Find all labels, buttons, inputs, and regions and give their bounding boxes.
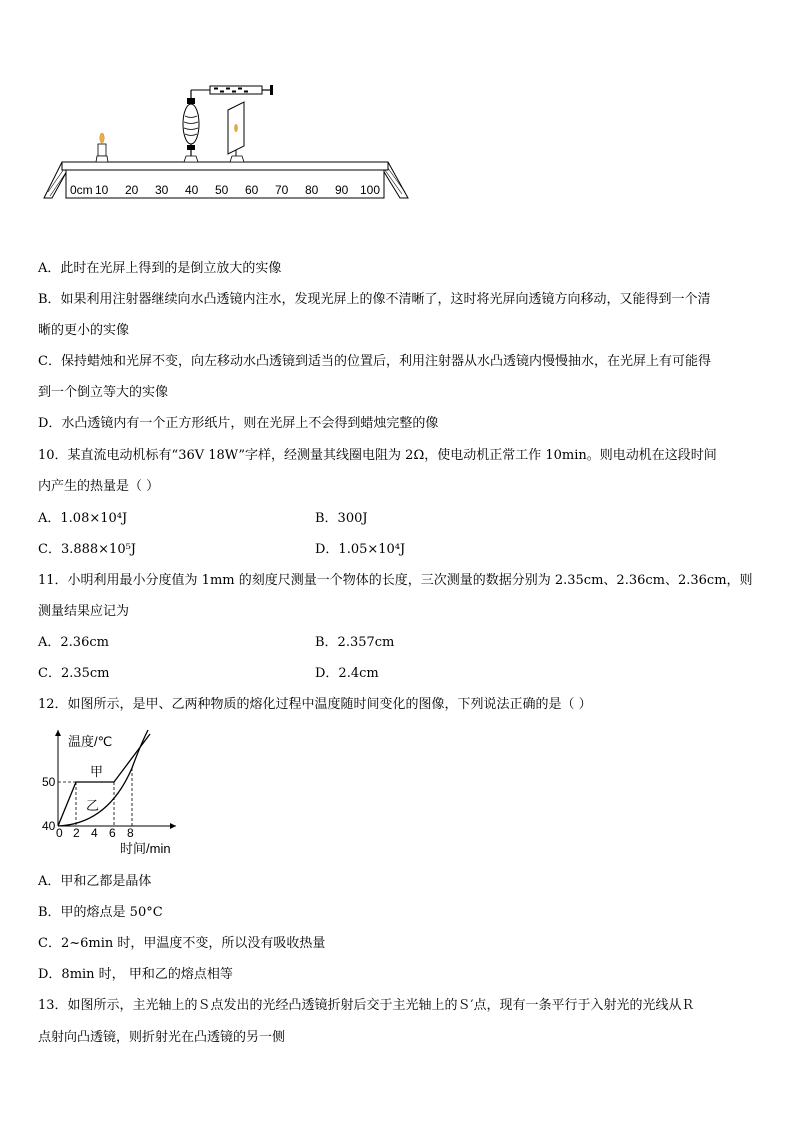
q11-stem-cont: 测量结果应记为 [38, 604, 130, 619]
water-lens-icon [183, 90, 210, 162]
optical-bench-figure [40, 80, 410, 205]
scale-label: 60 [245, 183, 259, 197]
scale-label: 50 [215, 183, 229, 197]
scale-label: 80 [305, 183, 319, 197]
light-screen-icon [228, 102, 244, 162]
q10-option-b: B．300J [315, 511, 368, 526]
q12-option-c: C．2~6min 时，甲温度不变，所以没有吸收热量 [38, 936, 326, 951]
q11-option-d: D．2.4cm [315, 666, 379, 681]
q10-option-a: A．1.08×10⁴J [38, 511, 128, 526]
q12-option-a: A．甲和乙都是晶体 [38, 874, 152, 889]
q9-option-a: A．此时在光屏上得到的是倒立放大的实像 [38, 261, 282, 276]
x-tick-6: 6 [109, 826, 116, 840]
scale-label: 70 [275, 183, 289, 197]
label-jia: 甲 [90, 764, 104, 779]
q9-option-d: D．水凸透镜内有一个正方形纸片，则在光屏上不会得到蜡烛完整的像 [38, 416, 439, 431]
scale-label: 100 [360, 183, 381, 197]
melting-graph [38, 724, 188, 858]
candle-icon [96, 133, 108, 162]
scale-label: 20 [125, 183, 139, 197]
q11-stem: 11．小明利用最小分度值为 1mm 的刻度尺测量一个物体的长度，三次测量的数据分别为 2.35cm、2.36cm、2.36cm，则 [38, 573, 753, 588]
scale-label: 0cm [70, 183, 93, 197]
q9-option-c-cont: 到一个倒立等大的实像 [38, 385, 169, 400]
x-tick-0: 0 [56, 826, 63, 840]
scale-label: 10 [95, 183, 109, 197]
q9-option-b: B．如果利用注射器继续向水凸透镜内注水，发现光屏上的像不清晰了，这时将光屏向透镜方向移动，又能得到一个清 [38, 292, 711, 307]
q10-stem-cont: 内产生的热量是（ ） [38, 479, 160, 494]
q12-option-b: B．甲的熔点是 50°C [38, 905, 163, 920]
bench-rail [62, 162, 388, 170]
q11-option-a: A．2.36cm [38, 635, 109, 650]
q12-option-d: D．8min 时， 甲和乙的熔点相等 [38, 967, 233, 982]
q11-option-c: C．2.35cm [38, 666, 110, 681]
y-tick-40: 40 [42, 819, 56, 833]
x-tick-2: 2 [73, 826, 80, 840]
y-axis-label: 温度/℃ [68, 734, 113, 749]
q9-option-b-cont: 晰的更小的实像 [38, 323, 130, 338]
q11-option-b: B．2.357cm [315, 635, 395, 650]
q13-stem: 13．如图所示，主光轴上的Ｓ点发出的光经凸透镜折射后交于主光轴上的Ｓ′点，现有一条平行于入射光的光线从Ｒ [38, 998, 695, 1013]
q10-option-c: C．3.888×10⁵J [38, 542, 137, 557]
scale-label: 90 [335, 183, 349, 197]
label-yi: 乙 [86, 798, 100, 813]
x-tick-4: 4 [91, 826, 98, 840]
q13-stem-cont: 点射向凸透镜，则折射光在凸透镜的另一侧 [38, 1030, 286, 1045]
scale-label: 40 [185, 183, 199, 197]
y-tick-50: 50 [42, 775, 56, 789]
q10-stem: 10．某直流电动机标有“36V 18W”字样，经测量其线圈电阻为 2Ω，使电动机正常工作 10min。则电动机在这段时间 [38, 448, 717, 463]
q12-stem: 12．如图所示，是甲、乙两种物质的熔化过程中温度随时间变化的图像，下列说法正确的是（ ） [38, 697, 592, 712]
x-axis-label: 时间/min [120, 841, 171, 856]
syringe-icon [210, 85, 273, 95]
scale-label: 30 [155, 183, 169, 197]
x-tick-8: 8 [127, 826, 134, 840]
q9-option-c: C．保持蜡烛和光屏不变，向左移动水凸透镜到适当的位置后，利用注射器从水凸透镜内慢慢抽水，在光屏上有可能得 [38, 354, 711, 369]
q10-option-d: D．1.05×10⁴J [315, 542, 406, 557]
